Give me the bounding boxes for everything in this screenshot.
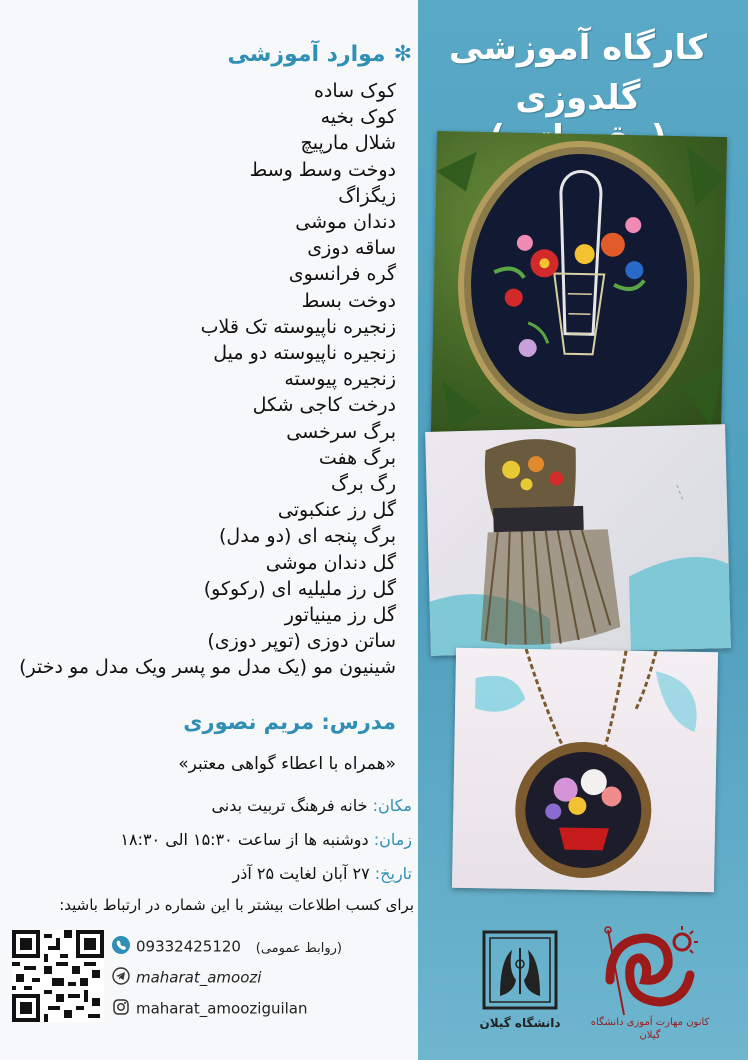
phone-icon [112,936,130,958]
list-item: دوخت وسط وسط [249,158,396,181]
place-row [211,796,412,815]
time-row [120,830,412,849]
list-item: برگ پنجه ای (دو مدل) [219,525,396,548]
hair-tassel-photo [425,424,731,656]
snowflake-icon: ✻ [393,42,412,67]
list-item: زنجیره ناپیوسته دو میل [213,342,396,365]
list-item: ساقه دوزی [307,237,396,260]
date-label: تاریخ: [374,864,412,883]
date-value: ۲۷ آبان لغایت ۲۵ آذر [232,864,370,883]
list-item: زنجیره پیوسته [284,368,396,391]
svg-text:ـ ـ ـ: ـ ـ ـ [673,482,690,501]
list-item: زنجیره ناپیوسته تک قلاب [200,315,396,338]
place-value: خانه فرهنگ تربیت بدنی [211,796,368,815]
skills-center-logo [590,920,710,1050]
university-logo-text: دانشگاه گیلان [479,1016,561,1030]
topics-heading-label: موارد آموزشی [227,42,386,67]
topics-heading [227,42,412,67]
pendant-necklace-photo [452,648,718,893]
list-item: گل رز عنکبوتی [277,499,396,522]
phone-number[interactable]: 09332425120 [136,937,241,956]
list-item: گل رز ملیلیه ای (رکوکو) [203,577,396,600]
embroidery-hoop-photo [431,131,727,441]
list-item: کوک ساده [313,80,396,102]
phone-note: (روابط عمومی) [255,940,342,956]
instagram-icon [112,998,130,1020]
list-item: شلال مارپیچ [300,132,396,155]
university-logo [470,920,570,1040]
list-item: گل رز مینیاتور [284,604,396,627]
teacher-name: مدرس: مریم نصوری [183,710,396,734]
list-item: زیگزاگ [338,184,396,207]
telegram-contact[interactable] [112,967,261,989]
topics-list [0,78,396,681]
telegram-icon [112,967,130,989]
list-item: گل دندان موشی [265,551,396,574]
phone-contact[interactable] [112,936,342,958]
instagram-handle[interactable]: maharat_amooziguilan [136,999,308,1018]
list-item: کوک بخیه [320,106,396,129]
time-label: زمان: [373,830,412,849]
list-item: برگ سرخسی [286,420,396,443]
certificate-note: «همراه با اعطاء گواهی معتبر» [178,754,396,774]
list-item: درخت کاجی شکل [252,394,396,417]
list-item: ساتن دوزی (توپر دوزی) [207,630,396,653]
qr-code[interactable] [12,930,104,1022]
date-row [232,864,412,883]
time-value: دوشنبه ها از ساعت ۱۵:۳۰ الی ۱۸:۳۰ [120,830,369,849]
instagram-contact[interactable] [112,998,308,1020]
list-item: دندان موشی [295,211,396,234]
poster-title-line2: گلدوزی [515,78,641,118]
telegram-handle[interactable]: maharat_amoozi [136,968,262,987]
contact-note: برای کسب اطلاعات بیشتر با این شماره در ارتباط باشید: [59,896,414,914]
list-item: دوخت بسط [301,289,396,312]
list-item: رگ برگ [331,473,396,496]
skills-center-logo-text: کانون مهارت آموزی دانشگاه گیلان [590,1017,710,1041]
poster-title-line1: کارگاه آموزشی [449,28,707,68]
list-item: برگ هفت [318,446,396,469]
list-item: گره فرانسوی [288,263,396,286]
place-label: مکان: [372,796,412,815]
list-item: شینیون مو (یک مدل مو پسر ویک مدل مو دختر) [19,656,396,679]
